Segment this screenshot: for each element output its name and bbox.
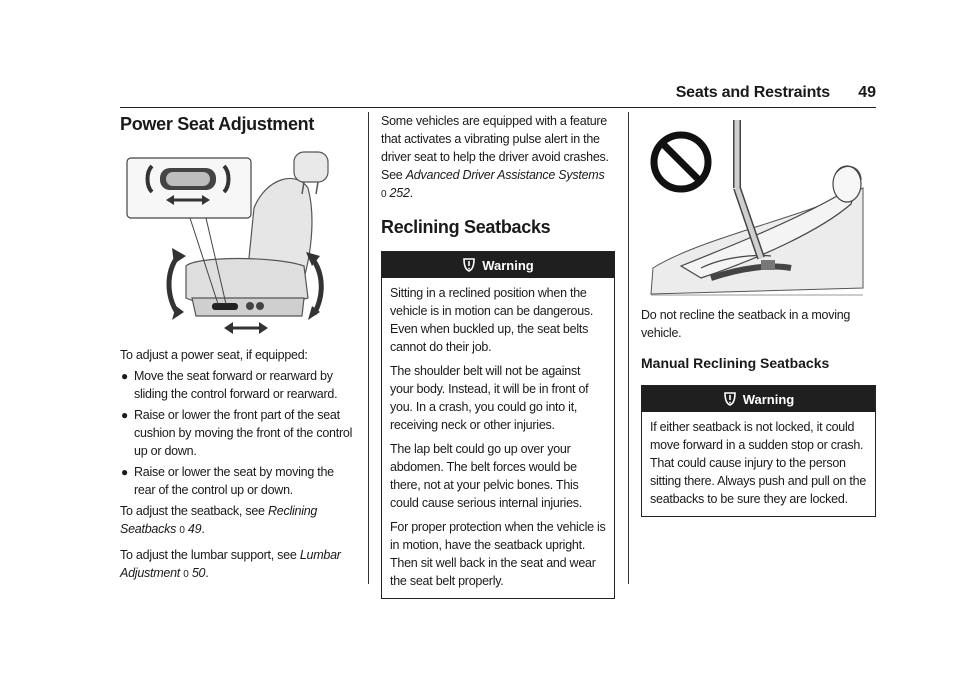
link-reclining-seatbacks[interactable]: Reclining Seatbacks [120,504,318,536]
power-seat-illustration [126,148,355,334]
list-item: ● Raise or lower the front part of the seat cushion by moving the front of the control up or down. [121,408,353,458]
warning-label: Warning [742,391,795,407]
column-1 [120,112,355,584]
warning-paragraph: The lap belt could go up over your abdomen. The belt forces would be there, not at your pelvic bones. This could cause serious internal injuries. [390,442,582,510]
warning-paragraph: For proper protection when the vehicle is in motion, have the seatback upright. Then sit well back in the seat and wear the seat belt properly. [390,520,606,588]
power-seat-bullet-list [120,367,355,499]
warning-icon [462,257,476,273]
page-ref-number: 252 [389,186,410,200]
warning-header [382,252,614,278]
header-page-number: 49 [858,84,876,101]
page-ref-number: 50 [191,566,206,580]
seatback-reference: To adjust the seatback, see Reclining Seatbacks 0 49. [120,504,318,536]
header-section-title: Seats and Restraints [675,84,830,101]
bullet-icon: ● [121,465,128,479]
prohibition-icon [654,135,708,189]
page-ref-number: 49 [187,522,202,536]
bullet-icon: ● [121,408,128,422]
warning-box-reclining [381,251,615,599]
lumbar-reference: To adjust the lumbar support, see Lumbar Adjustment 0 50. [120,548,341,580]
warning-paragraph: Sitting in a reclined position when the vehicle is in motion can be dangerous. Even when buckled up, the seat belts cannot do their job. [390,286,594,354]
link-lumbar-adjustment[interactable]: Lumbar Adjustment [120,548,341,580]
warning-box-manual-reclining [641,385,876,517]
column-divider-2 [628,112,629,584]
list-item: ● Move the seat forward or rearward by sliding the control forward or rearward. [121,369,338,401]
subsection-title-manual-reclining: Manual Reclining Seatbacks [641,355,830,371]
column-3 [641,112,876,517]
link-advanced-driver-assistance[interactable]: Advanced Driver Assistance Systems [405,168,605,182]
column-divider-1 [368,112,369,584]
warning-paragraph: The shoulder belt will not be against your body. Instead, it will be in front of you. In a crash, you could go into it, receiving neck or other injuries. [390,364,589,432]
warning-header [642,386,875,412]
vibrating-alert-paragraph: Some vehicles are equipped with a feature that activates a vibrating pulse alert in the driver seat to help the driver avoid crashes. See Advanced Driver Assistance Systems 0 252. [381,114,609,200]
section-title-power-seat: Power Seat Adjustment [120,114,315,134]
bullet-icon: ● [121,369,128,383]
warning-body [642,412,875,516]
page-ref-arrow-icon: 0 [183,569,189,580]
page-header [120,80,876,108]
warning-paragraph: If either seatback is not locked, it could move forward in a sudden stop or crash. That could cause injury to the person sitting there. Always push and pull on the seatbacks to be sure they are locked. [650,420,867,506]
reclined-occupant-illustration [641,118,876,296]
recline-caption: Do not recline the seatback in a moving vehicle. [641,308,851,340]
warning-icon [723,391,737,407]
section-title-reclining: Reclining Seatbacks [381,217,551,237]
warning-body [382,278,614,598]
warning-label: Warning [482,257,534,273]
header-rule [120,107,876,108]
page-ref-arrow-icon: 0 [179,525,185,536]
page-ref-arrow-icon: 0 [381,189,387,200]
column-2 [381,112,615,599]
power-seat-intro: To adjust a power seat, if equipped: [120,348,308,362]
list-item: ● Raise or lower the seat by moving the rear of the control up or down. [121,465,334,497]
